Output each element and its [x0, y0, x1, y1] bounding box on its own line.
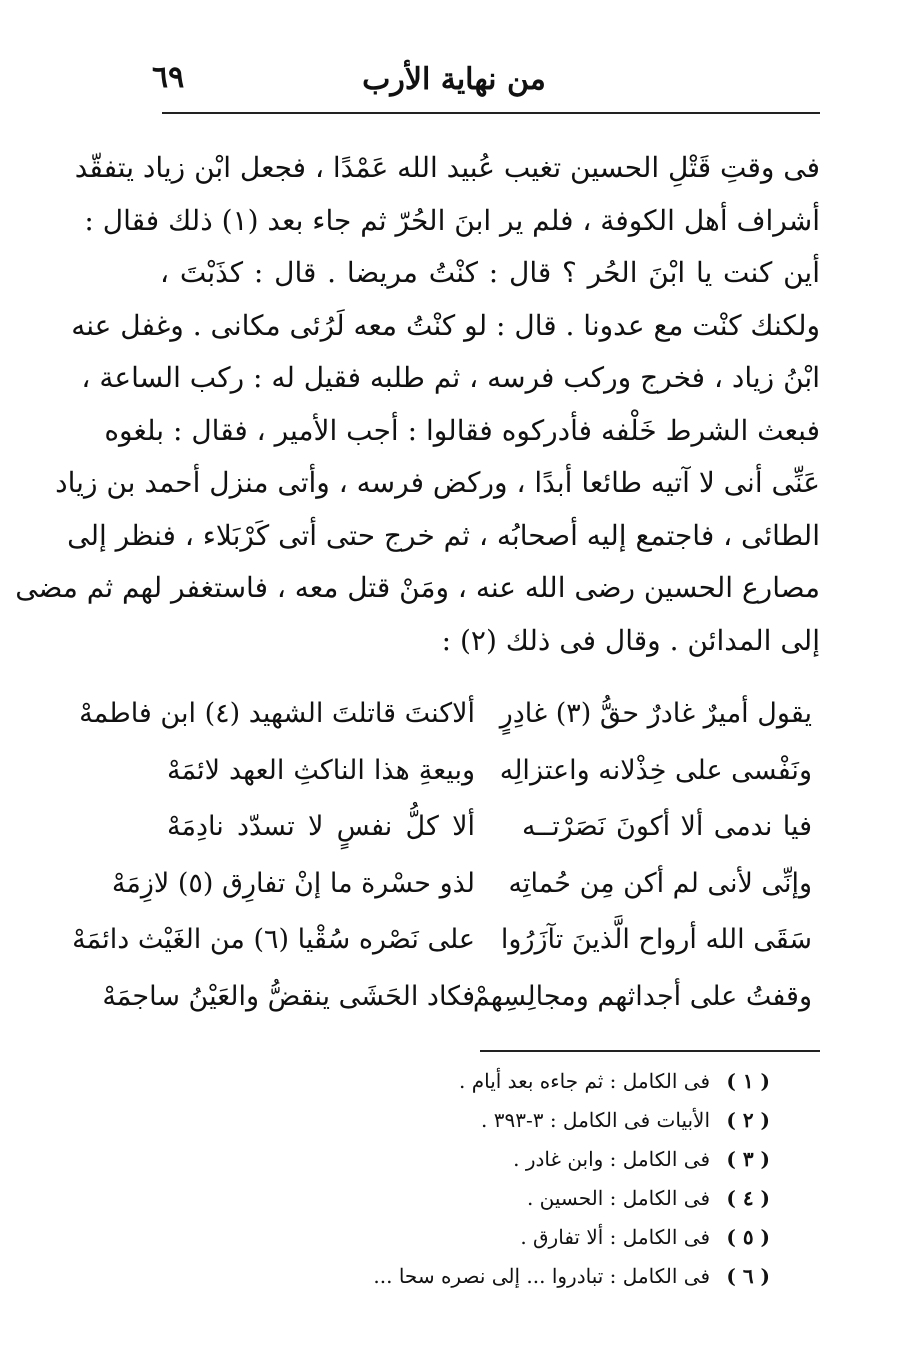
- footnote-number: ( ٦ ): [726, 1264, 770, 1288]
- footnote-text: فى الكامل : وابن غادر .: [513, 1147, 711, 1171]
- poem-first-hemistich: وقفتُ على أجداثهم ومجالِسِهمْ: [472, 980, 812, 1012]
- footnote-number: ( ٤ ): [726, 1186, 770, 1210]
- footnote-text: فى الكامل : ألا تفارق .: [520, 1225, 711, 1249]
- page-number: ٦٩: [152, 60, 185, 95]
- footnote-number: ( ٥ ): [726, 1225, 770, 1249]
- poem-couplet: [102, 969, 820, 1026]
- poem-couplet: [160, 799, 820, 856]
- footnotes: [340, 1062, 770, 1296]
- poem-first-hemistich: ونَفْسى على خِذْلانه واعتزالِه: [499, 754, 812, 786]
- poem-second-hemistich: لذو حسْرة ما إنْ تفارِق (٥) لازِمَهْ: [111, 867, 475, 899]
- poem-couplet: [160, 743, 820, 800]
- body-line: مصارع الحسين رضى الله عنه ، ومَنْ قتل معه ، فاستغفر لهم ثم مضى: [15, 571, 820, 604]
- footnote-text: فى الكامل : ثم جاءه بعد أيام .: [459, 1069, 711, 1093]
- body-line: ولكنك كنْت مع عدونا . قال : لو كنْتُ معه لَرُئى مكانى . وغفل عنه: [71, 308, 820, 342]
- body-line: فبعث الشرط خَلْفه فأدركوه فقالوا : أجب الأمير ، فقال : بلغوه: [104, 413, 820, 447]
- footnote: [340, 1218, 770, 1257]
- footnote-number: ( ٢ ): [726, 1108, 770, 1132]
- running-title: من نهاية الأرب: [362, 62, 546, 97]
- body-line: ابْنُ زياد ، فخرج وركب فرسه ، ثم طلبه فقيل له : ركب الساعة ،: [81, 361, 820, 394]
- poem-first-hemistich: يقول أميرٌ غادرٌ حقُّ (٣) غادِرٍ: [499, 698, 812, 729]
- footnote: [340, 1101, 770, 1140]
- poem-couplet: [111, 856, 820, 913]
- footnote: [340, 1179, 770, 1218]
- header-rule: [162, 112, 820, 114]
- footnote-text: فى الكامل : الحسين .: [526, 1186, 711, 1210]
- body-line: أشراف أهل الكوفة ، فلم ير ابنَ الحُرّ ثم جاء بعد (١) ذلك فقال :: [84, 203, 820, 237]
- poem-couplet: [79, 686, 820, 743]
- footnote-number: ( ٣ ): [726, 1147, 770, 1171]
- footnote: [340, 1257, 770, 1296]
- body-line: فى وقتِ قَتْلِ الحسين تغيب عُبيد الله عَمْدًا ، فجعل ابْن زياد يتفقّد: [74, 151, 820, 184]
- body-paragraph: [15, 142, 820, 667]
- body-line: عَنِّى أنى لا آتيه طائعا أبدًا ، وركض فرسه ، وأتى منزل أحمد بن زياد: [55, 466, 820, 499]
- footnote: [340, 1062, 770, 1101]
- poem-second-hemistich: ألاكنتَ قاتلتَ الشهيد (٤) ابن فاطمهْ: [79, 698, 475, 729]
- footnote-number: ( ١ ): [726, 1069, 770, 1093]
- poem: [72, 686, 820, 1025]
- body-line: إلى المدائن . وقال فى ذلك (٢) :: [441, 623, 820, 657]
- poem-first-hemistich: وإنِّى لأنى لم أكن مِن حُماتِه: [508, 867, 812, 899]
- poem-second-hemistich: وبيعةِ هذا الناكثِ العهد لائمَهْ: [167, 754, 475, 786]
- poem-second-hemistich: على نَصْره سُقْيا (٦) من الغَيْث دائمَهْ: [72, 924, 475, 955]
- body-line: الطائى ، فاجتمع إليه أصحابُه ، ثم خرج حتى أتى كَرْبَلاء ، فنظر إلى: [67, 518, 820, 552]
- body-line: أين كنت يا ابْنَ الحُر ؟ قال : كنْتُ مريضا . قال : كذَبْتَ ،: [160, 256, 820, 289]
- poem-first-hemistich: فيا ندمى ألا أكونَ نَصَرْتــه: [522, 811, 812, 842]
- footnote-text: الأبيات فى الكامل : ٣-٣٩٣ .: [481, 1108, 711, 1132]
- footnote-rule: [480, 1050, 820, 1052]
- footnote: [340, 1140, 770, 1179]
- poem-first-hemistich: سَقَى الله أرواح الَّذينَ تآزَرُوا: [500, 924, 812, 955]
- poem-couplet: [72, 912, 820, 969]
- footnote-text: فى الكامل : تبادروا ... إلى نصره سحا ...: [373, 1264, 711, 1288]
- poem-second-hemistich: فكاد الحَشَى ينقضُّ والعَيْنُ ساجمَهْ: [102, 980, 475, 1012]
- poem-second-hemistich: ألا كلُّ نفسٍ لا تسدّد نادِمَهْ: [167, 811, 475, 842]
